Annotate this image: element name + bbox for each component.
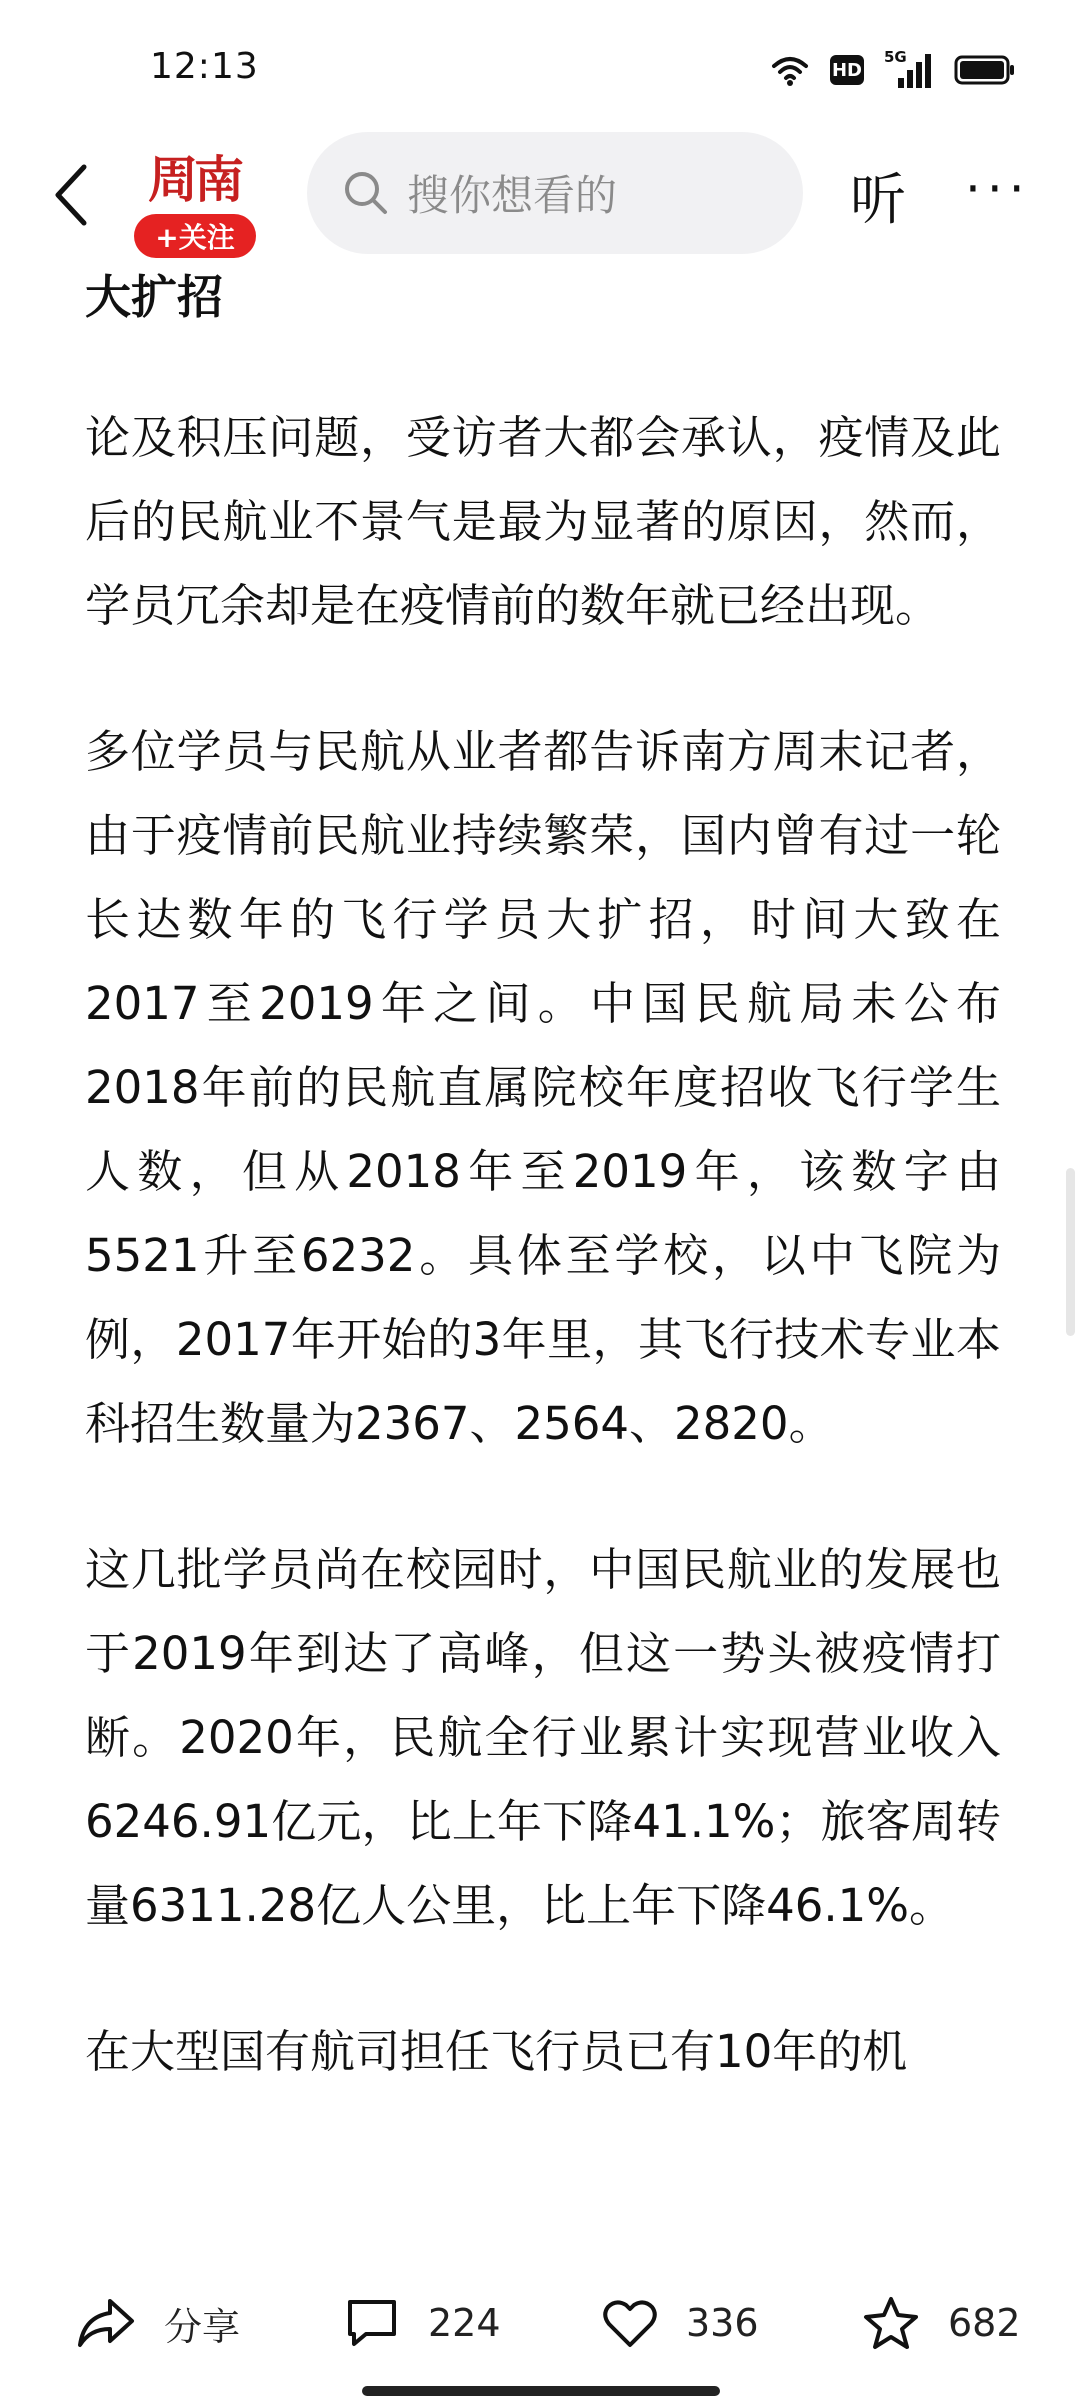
bottom-action-bar xyxy=(0,2268,1080,2400)
search-input[interactable] xyxy=(307,132,803,254)
heart-icon xyxy=(602,2297,658,2349)
signal-icon xyxy=(884,50,934,90)
article-paragraph: 这几批学员尚在校园时，中国民航业的发展也于2019年到达了高峰，但这一势头被疫情打断。2020年，民航全行业累计实现营业收入6246.91亿元，比上年下降41.1%；旅客周转量6311.28亿人公里，比上年下降46.1%。 xyxy=(85,1543,1001,1932)
star-icon xyxy=(862,2295,920,2351)
scrollbar[interactable] xyxy=(1066,1168,1075,1336)
article-body xyxy=(85,262,1001,2156)
favorite-button[interactable] xyxy=(862,2268,1021,2378)
chevron-left-icon xyxy=(50,163,90,227)
top-nav-bar xyxy=(0,120,1080,270)
article-paragraph: 论及积压问题，受访者大都会承认，疫情及此后的民航业不景气是最为显著的原因，然而，学员冗余却是在疫情前的数年就已经出现。 xyxy=(85,411,1001,632)
search-icon xyxy=(343,170,389,216)
status-time: 12:13 xyxy=(150,46,259,87)
battery-icon xyxy=(954,54,1016,86)
wifi-icon xyxy=(770,54,810,86)
hd-badge: HD xyxy=(830,55,864,85)
article-paragraph: 多位学员与民航从业者都告诉南方周末记者，由于疫情前民航业持续繁荣，国内曾有过一轮长达数年的飞行学员大扩招，时间大致在2017至2019年之间。中国民航局未公布2018年前的民航直属院校年度招收飞行学生人数，但从2018年至2019年，该数字由5521升至6232。具体至学校，以中飞院为例，2017年开始的3年里，其飞行技术专业本科招生数量为2367、2564、2820。 xyxy=(85,725,1001,1450)
comment-count: 224 xyxy=(428,2301,501,2345)
status-bar xyxy=(0,0,1080,130)
publisher-logo-text: 周南 xyxy=(148,150,240,209)
share-icon xyxy=(76,2295,136,2351)
publisher-logo[interactable] xyxy=(128,132,260,262)
more-options-button[interactable]: ··· xyxy=(965,160,1031,218)
comment-icon xyxy=(344,2296,400,2350)
like-count: 336 xyxy=(686,2301,759,2345)
follow-button[interactable]: +关注 xyxy=(134,214,256,258)
comment-button[interactable] xyxy=(344,2268,501,2378)
section-title: 大扩招 xyxy=(85,270,223,324)
like-button[interactable] xyxy=(602,2268,759,2378)
network-type-label: 5G xyxy=(884,48,907,66)
favorite-count: 682 xyxy=(948,2301,1021,2345)
article-paragraph: 在大型国有航司担任飞行员已有10年的机 xyxy=(85,2025,908,2078)
listen-button[interactable]: 听 xyxy=(850,168,906,233)
home-indicator[interactable] xyxy=(362,2386,720,2396)
share-button[interactable] xyxy=(76,2268,240,2378)
search-placeholder: 搜你想看的 xyxy=(407,171,618,220)
back-button[interactable] xyxy=(40,155,100,235)
status-icons xyxy=(770,50,1016,90)
share-label: 分享 xyxy=(164,2304,241,2349)
